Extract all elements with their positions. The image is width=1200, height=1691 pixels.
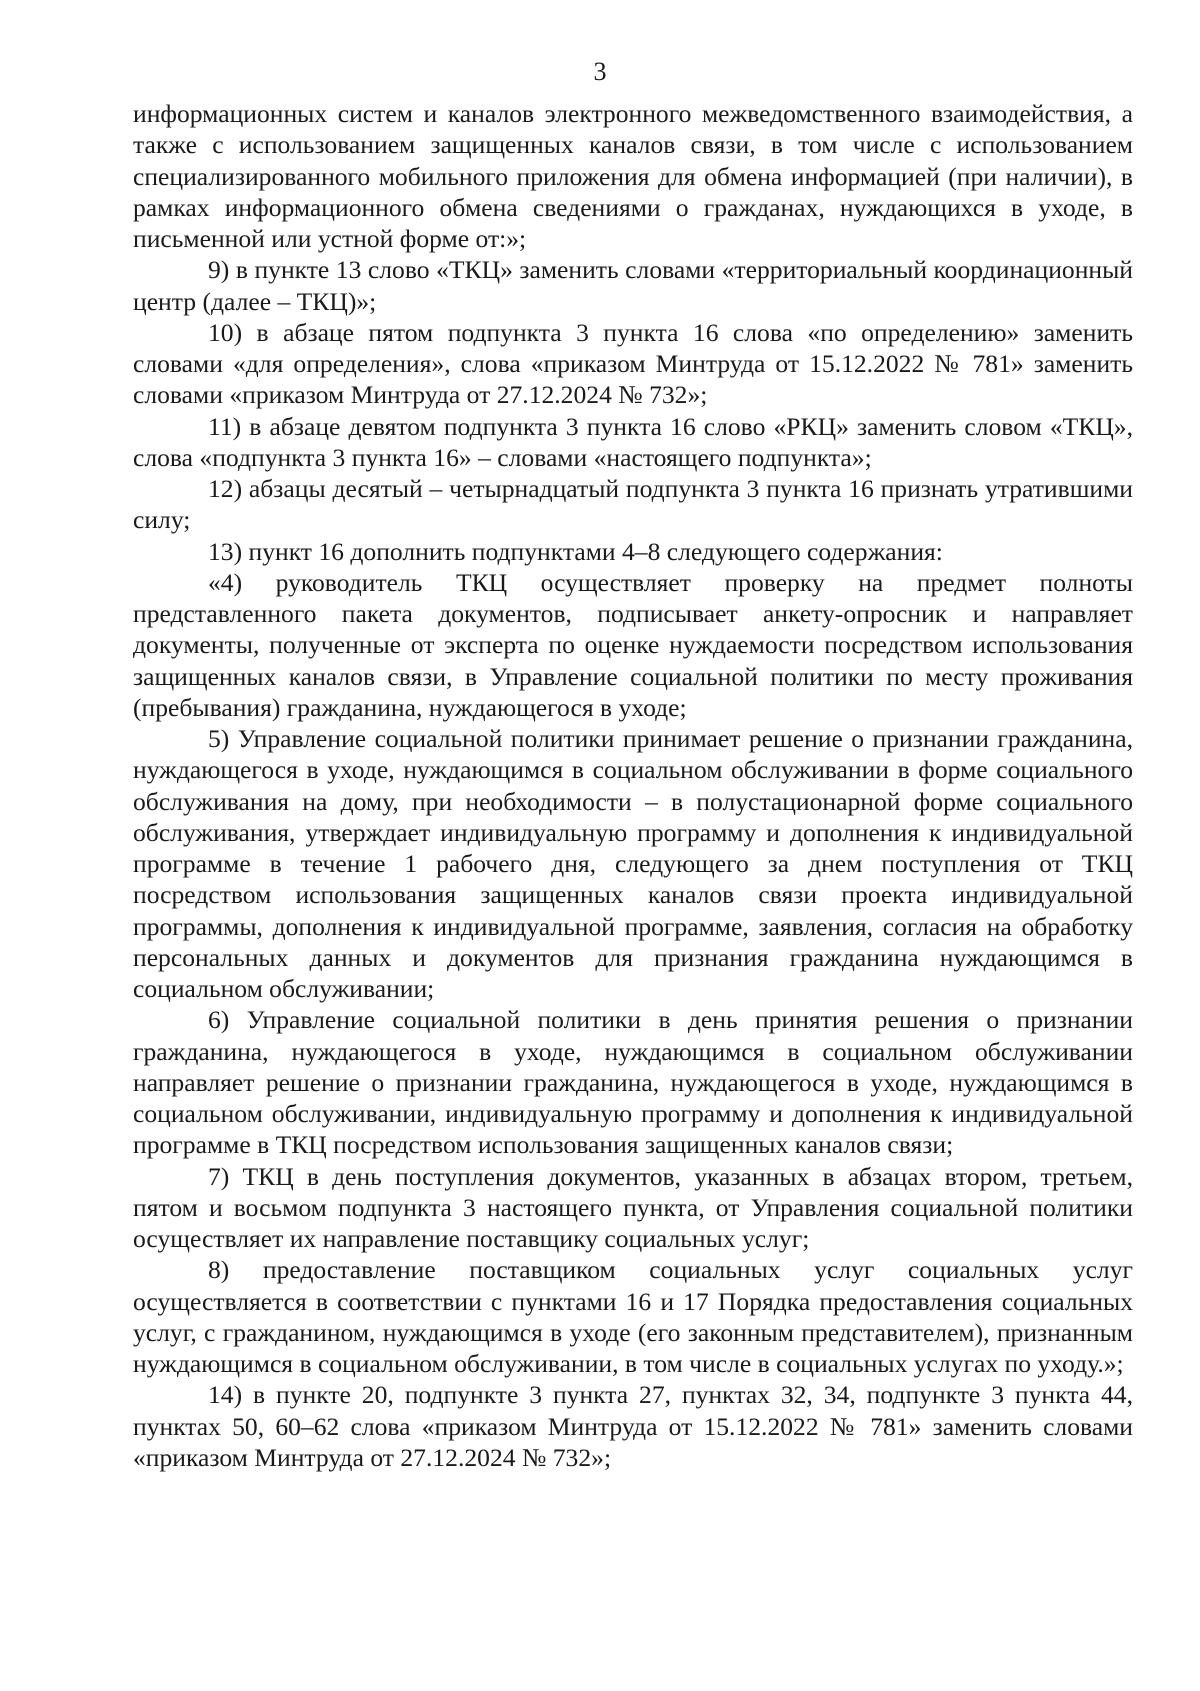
- paragraph-item-11: 11) в абзаце девятом подпункта 3 пункта 16 слово «РКЦ» заменить словом «ТКЦ», слова «подпункта 3 пункта 16» – словами «настоящего подпункта»;: [133, 411, 1133, 472]
- paragraph-subitem-8: 8) предоставление поставщиком социальных услуг социальных услуг осуществляется в соответствии с пунктами 16 и 17 Порядка предоставления социальных услуг, с гражданином, нуждающимся в уходе (его законным представителем), признанным нуждающимся в социальном обслуживании, в том числе в социальных услугах по уходу.»;: [133, 1255, 1133, 1378]
- paragraph-item-14: 14) в пункте 20, подпункте 3 пункта 27, пунктах 32, 34, подпункте 3 пункта 44, пунктах 50, 60–62 слова «приказом Минтруда от 15.12.2022 № 781» заменить словами «приказом Минтруда от 27.12.2024 № 732»;: [133, 1380, 1133, 1472]
- paragraph-item-13: 13) пункт 16 дополнить подпунктами 4–8 следующего содержания:: [208, 536, 943, 566]
- paragraph-item-9: 9) в пункте 13 слово «ТКЦ» заменить словами «территориальный координационный центр (далее – ТКЦ)»;: [133, 255, 1133, 316]
- paragraph-continuation: информационных систем и каналов электронного межведомственного взаимодействия, а также с использованием защищенных каналов связи, в том числе с использованием специализированного мобильного приложения для обмена информацией (при наличии), в рамках информационного обмена сведениями о гражданах, нуждающихся в уходе, в письменной или устной форме от:»;: [133, 99, 1133, 253]
- paragraph-item-12: 12) абзацы десятый – четырнадцатый подпункта 3 пункта 16 признать утратившими силу;: [133, 474, 1133, 535]
- paragraph-item-10: 10) в абзаце пятом подпункта 3 пункта 16 слова «по определению» заменить словами «для определения», слова «приказом Минтруда от 15.12.2022 № 781» заменить словами «приказом Минтруда от 27.12.2024 № 732»;: [133, 317, 1133, 410]
- paragraph-subitem-7: 7) ТКЦ в день поступления документов, указанных в абзацах втором, третьем, пятом и восьмом подпункта 3 настоящего пункта, от Управления социальной политики осуществляет их направление поставщику социальных услуг;: [133, 1161, 1133, 1253]
- page-number: 3: [593, 57, 607, 86]
- paragraph-subitem-5: 5) Управление социальной политики принимает решение о признании гражданина, нуждающегося в уходе, нуждающимся в социальном обслуживании в форме социального обслуживания на дому, при необходимости – в полустационарной форме социального обслуживания, утверждает индивидуальную программу и дополнения к индивидуальной программе в течение 1 рабочего дня, следующего за днем поступления от ТКЦ посредством использования защищенных каналов связи проекта индивидуальной программы, дополнения к индивидуальной программе, заявления, согласия на обработку персональных данных и документов для признания гражданина нуждающимся в социальном обслуживании;: [133, 724, 1133, 1003]
- paragraph-subitem-4: «4) руководитель ТКЦ осуществляет проверку на предмет полноты представленного пакета документов, подписывает анкету-опросник и направляет документы, полученные от эксперта по оценке нуждаемости посредством использования защищенных каналов связи, в Управление социальной политики по месту проживания (пребывания) гражданина, нуждающегося в уходе;: [133, 567, 1133, 722]
- paragraph-subitem-6: 6) Управление социальной политики в день принятия решения о признании гражданина, нуждающегося в уходе, нуждающимся в социальном обслуживании направляет решение о признании гражданина, нуждающегося в уходе, нуждающимся в социальном обслуживании, индивидуальную программу и дополнения к индивидуальной программе в ТКЦ посредством использования защищенных каналов связи;: [133, 1005, 1133, 1160]
- document-body: [133, 98, 1133, 1473]
